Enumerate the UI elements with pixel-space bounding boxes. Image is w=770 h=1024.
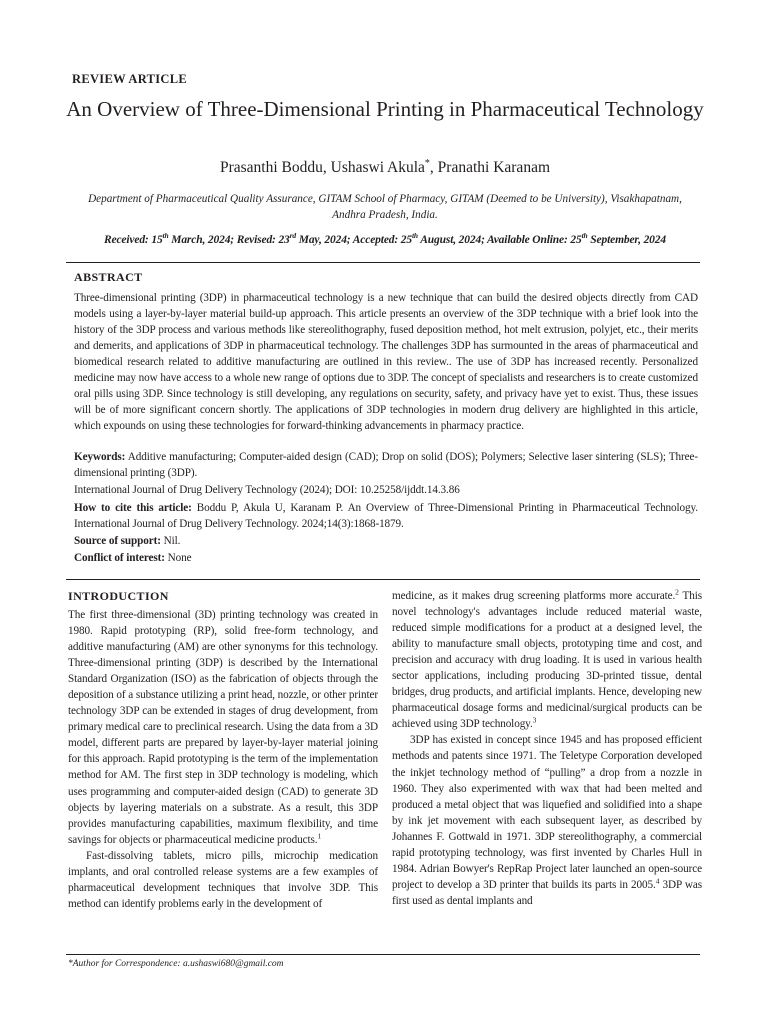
abstract-text: Three-dimensional printing (3DP) in pharmaceutical technology is a new technique that can build the desired objects directly from CAD models using a layer-by-layer material build-up approach. This article presents an overview of the 3DP technique with a brief look into the history of the 3DP process and various methods like stereolithography, fused deposition method, hot melt extrusion, polyjet, etc., their merits and demerits, and applications of 3DP in pharmaceutical technology. The challenges 3DP has surmounted in the areas of pharmaceutical and biomedical research related to additive manufacturing are outlined in this review.. The use of 3DP has increased recently. Personalized medicine may now have access to a whole new range of options due to 3DP. The concept of specialists and researchers is to create customized oral pills using 3DP. Since technology is still developing, any regulations on security, safety, and privacy have yet to exist. Thus, these issues will be of more significant concern shortly. The applications of 3DP technologies in modern drug delivery are highlighted in this article, which expounds on using these technologies for forward-thinking advancements in pharmacy practice.	[74, 292, 698, 432]
abstract-heading: ABSTRACT	[74, 270, 143, 284]
citation-ref: 2	[675, 587, 679, 597]
keywords-line	[74, 449, 698, 481]
abstract-top-divider	[66, 262, 700, 263]
left-column	[68, 588, 378, 912]
paragraph	[68, 607, 378, 848]
paragraph	[68, 848, 378, 912]
conflict-text: None	[164, 552, 192, 564]
journal-doi-line: International Journal of Drug Delivery Technology (2024); DOI: 10.25258/ijddt.14.3.86	[74, 484, 460, 496]
date-received: Received: 15	[104, 233, 163, 246]
conflict-label: Conflict of interest:	[74, 552, 165, 564]
date-accepted: May, 2024; Accepted: 25	[296, 233, 412, 246]
support-line	[74, 533, 698, 549]
citation-ref: 1	[317, 830, 322, 840]
article-title: An Overview of Three-Dimensional Printing in Pharmaceutical Technology	[66, 97, 704, 121]
ordinal-suffix: rd	[289, 231, 297, 240]
citation-text: Boddu P, Akula U, Karanam P. An Overview of Three-Dimensional Printing in Pharmaceutical Technology. International Journal of Drug Delivery Technology. 2024;14(3):1868-1879.	[74, 502, 699, 530]
keywords-label: Keywords:	[74, 451, 126, 463]
date-revised: March, 2024; Revised: 23	[168, 233, 290, 246]
ordinal-suffix: th	[162, 231, 169, 240]
paragraph	[392, 732, 702, 909]
paragraph-text: This novel technology's advantages include reduced material waste, reduced simple modifications for a product at a designed level, the ability to manufacture small objects, prototyping time and cost, and precision and accuracy with drug loading. It is used in various health sector applications, including producing 3D-printed tissue, dental bridges, drug products, and artificial implants. Hence, developing new pharmaceutical dosage forms and medicinal/surgical products can be achieved using 3DP technology.	[392, 590, 703, 731]
paragraph-text: 3DP was first used as dental implants and	[392, 878, 702, 907]
keywords-text: Additive manufacturing; Computer-aided design (CAD); Drop on solid (DOS); Polymers; Selective laser sintering (SLS); Three-dimensional printing (3DP).	[74, 451, 698, 479]
paragraph-text: Fast-dissolving tablets, micro pills, microchip medication implants, and oral controlled release systems are a few examples of pharmaceutical development techniques that involve 3DP. This method can identify problems early in the development of	[68, 849, 378, 910]
support-label: Source of support:	[74, 535, 161, 547]
ordinal-suffix: th	[581, 231, 588, 240]
citation-ref: 4	[655, 876, 660, 886]
paragraph-text: medicine, as it makes drug screening platforms more accurate.	[392, 590, 676, 602]
corresponding-author-mark: *	[424, 158, 430, 169]
citation-label: How to cite this article:	[74, 502, 192, 514]
correspondence-footnote: *Author for Correspondence: a.ushaswi680@gmail.com	[68, 959, 284, 969]
support-text: Nil.	[160, 535, 181, 547]
article-type-label: REVIEW ARTICLE	[72, 72, 188, 86]
citation-line	[74, 500, 698, 532]
paragraph-text: The first three-dimensional (3D) printing technology was created in 1980. Rapid prototyping (RP), solid free-form technology, and additive manufacturing (AM) are other synonyms for this technology. Three-dimensional printing (3DP) is described by the International Standard Organization (ISO) as the fabrication of objects through the deposition of a substance utilizing a print head, nozzle, or other printer technology 3DP can be extended in stages of drug development, from primary medical care to preclinical research. Using the data from a 3D model, different parts are prepared by layer-by-layer material joining for this approach. Rapid prototyping is the term of the implementation method for AM. The first step in 3DP technology is modeling, which uses programming and computer-aided design (CAD) to generate 3D objects by layering materials on a substrate. As a result, this 3DP provides manufacturing capabilities, maximum flexibility, and time savings for objects or pharmaceutical medicine products.	[68, 609, 378, 846]
conflict-line	[74, 550, 698, 566]
publication-dates	[40, 231, 730, 246]
date-online: August, 2024; Available Online: 25	[417, 233, 582, 246]
authors-rest: , Pranathi Karanam	[429, 159, 551, 177]
author-affiliation: Department of Pharmaceutical Quality Assurance, GITAM School of Pharmacy, GITAM (Deemed to be University), Visakhapatnam, Andhra Pradesh, India.	[88, 193, 682, 221]
citation-ref: 3	[532, 715, 537, 725]
paragraph-text: 3DP has existed in concept since 1945 and has proposed efficient methods and patents since 1971. The Teletype Corporation developed the inkjet technology method of “pulling” a drop from a nozzle in 1960. They also experimented with wax that had been melted and produced a metal object that was liquefied and solidified into a shape by ink jet movement with each subsequent layer, as described by Johannes F. Gottwald in 1971. 3DP stereolithography, a commercial rapid prototyping technology, was first invented by Charles Hull in 1984. Adrian Bowyer's RepRap Project later launched an open-source project to develop a 3D printer that builds its parts in 2005.	[392, 734, 702, 891]
section-heading-introduction: INTRODUCTION	[68, 589, 169, 603]
date-online-month: September, 2024	[587, 233, 666, 246]
footnote-divider	[66, 954, 700, 955]
authors-first: Prasanthi Boddu, Ushaswi Akula	[219, 159, 425, 177]
author-list	[60, 158, 710, 177]
paragraph	[392, 588, 702, 732]
abstract-bottom-divider	[66, 579, 700, 580]
ordinal-suffix: th	[411, 231, 418, 240]
right-column	[392, 588, 702, 909]
